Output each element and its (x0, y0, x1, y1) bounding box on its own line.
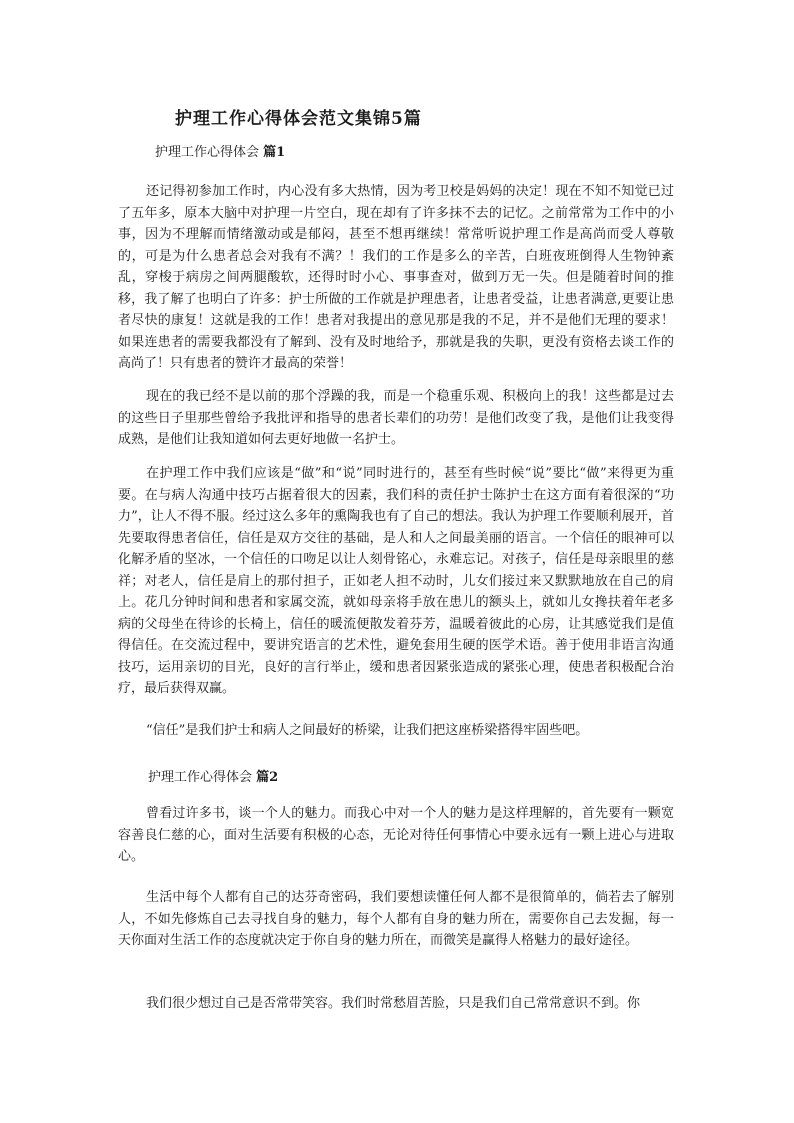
paragraph: 我们很少想过自己是否常带笑容。我们时常愁眉苦脸，只是我们自己常常意识不到。你 (146, 996, 641, 1011)
section-heading-label: 护理工作心得体会 (155, 145, 260, 160)
paragraph: “信任”是我们护士和病人之间最好的桥梁，让我们把这座桥梁搭得牢固些吧。 (146, 723, 589, 738)
section-heading-2 (148, 766, 278, 785)
section-heading-label: 护理工作心得体会 (148, 770, 253, 785)
section-heading-number: 篇2 (256, 770, 279, 785)
paragraph: 现在的我已经不是以前的那个浮躁的我，而是一个稳重乐观、积极向上的我！这些都是过去的这些日子里那些曾给予我批评和指导的患者长辈们的功劳！是他们改变了我，是他们让我变得成熟，是他们让我知道如何去更好地做一名护士。 (118, 389, 674, 447)
paragraph: 还记得初参加工作时，内心没有多大热情，因为考卫校是妈妈的决定！现在不知不知觉已过了五年多，原本大脑中对护理一片空白，现在却有了许多抹不去的记忆。之前常常为工作中的小事，因为不理解而情绪激动或是郁闷，甚至不想再继续！常常听说护理工作是高尚而受人尊敬的，可是为什么患者总会对我有不满？！我们的工作是多么的辛苦，白班夜班倒得人生物钟紊乱，穿梭于病房之间两腿酸软，还得时时小心、事事查对，做到万无一失。但是随着时间的推移，我了解了也明白了许多：护士所做的工作就是护理患者，让患者受益，让患者满意,更要让患者尽快的康复！这就是我的工作！患者对我提出的意见那是我的不足，并不是他们无理的要求！如果连患者的需要我都没有了解到、没有及时地给予，那就是我的失职，更没有资格去谈工作的高尚了！只有患者的赞许才最高的荣誉！ (118, 184, 674, 371)
section-heading-1 (155, 141, 285, 160)
section-heading-number: 篇1 (263, 145, 286, 160)
paragraph: 曾看过许多书，谈一个人的魅力。而我心中对一个人的魅力是这样理解的，首先要有一颗宽容善良仁慈的心，面对生活要有积极的心态，无论对待任何事情心中要永远有一颗上进心与进取心。 (118, 806, 674, 864)
document-title: 护理工作心得体会范文集锦5篇 (175, 109, 422, 129)
paragraph: 生活中每个人都有自己的达芬奇密码，我们要想读懂任何人都不是很简单的，倘若去了解别人，不如先修炼自己去寻找自身的魅力，每个人都有自身的魅力所在，需要你自己去发掘，每一天你面对生活工作的态度就决定于你自身的魅力所在，而微笑是赢得人格魅力的最好途径。 (118, 890, 674, 948)
paragraph: 在护理工作中我们应该是“做”和“说”同时进行的，甚至有些时候“说”要比“做”来得更为重要。在与病人沟通中技巧占据着很大的因素，我们科的责任护士陈护士在这方面有着很深的“功力”，让人不得不服。经过这么多年的熏陶我也有了自己的想法。我认为护理工作要顺利展开，首先要取得患者信任，信任是双方交往的基础，是人和人之间最美丽的语言。一个信任的眼神可以化解矛盾的坚冰，一个信任的口吻足以让人刻骨铭心，永难忘记。对孩子，信任是母亲眼里的慈祥；对老人，信任是肩上的那付担子，正如老人担不动时，儿女们接过来又默默地放在自己的肩上。花几分钟时间和患者和家属交流，就如母亲将手放在患儿的额头上，就如儿女搀扶着年老多病的父母坐在待诊的长椅上，信任的暖流便散发着芬芳，温暖着彼此的心房，让其感觉我们是值得信任。在交流过程中，要讲究语言的艺术性，避免套用生硬的医学术语。善于使用非语言沟通技巧，运用亲切的目光，良好的言行举止，缓和患者因紧张造成的紧张心理，使患者积极配合治疗，最后获得双赢。 (118, 466, 674, 696)
